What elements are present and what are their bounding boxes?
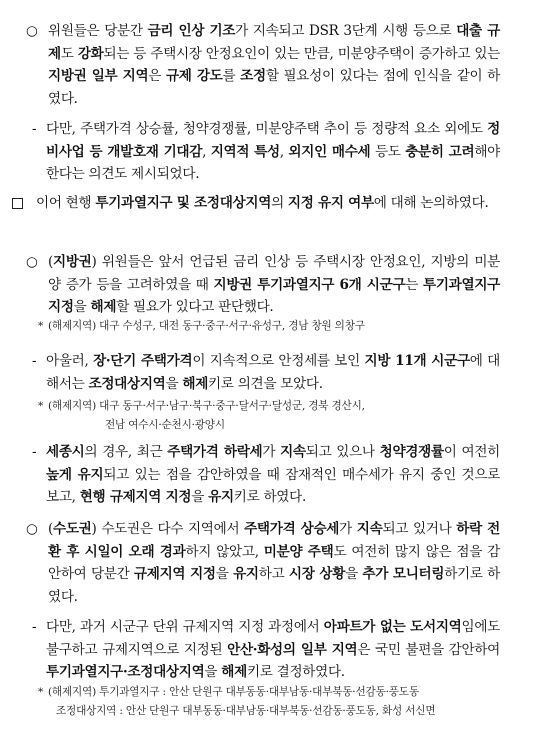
- emphasis-text: 투기과열지구 및 조정대상지역: [95, 195, 272, 211]
- text-run: 에 대해 논의하였다.: [373, 195, 489, 211]
- text-run: 아울러,: [46, 353, 94, 369]
- text-run: 키로 결정하였다.: [246, 664, 345, 680]
- note-line: (해제지역) 투기과열지구 : 안산 단원구 대부동동·대부남동·대부북동·선감동·풍도동: [48, 686, 419, 698]
- emphasis-text: 하락 전환 후 시일이 오래 경과: [48, 521, 500, 560]
- text-run: 해야 한다는 의견도 제시되었다.: [46, 143, 500, 182]
- text-run: (: [48, 521, 54, 537]
- text-run: 할 필요성이 있다는 점에 인식을 같이 하였다.: [48, 68, 501, 107]
- text-run: 은: [148, 68, 166, 84]
- dash-bullet: -: [32, 353, 37, 369]
- emphasis-text: 대출 규제: [48, 23, 500, 62]
- paragraph-text: [46, 118, 500, 186]
- emphasis-text: 청약경쟁률: [379, 444, 444, 460]
- emphasis-text: 세종시: [46, 444, 85, 460]
- emphasis-text: 높게 유지: [46, 466, 104, 483]
- text-run: 이어 현행: [36, 195, 96, 211]
- emphasis-text: 유지: [233, 566, 259, 582]
- paragraph-text: [46, 616, 500, 684]
- dash-bullet: -: [32, 444, 37, 460]
- text-run: 다만, 주택가격 상승률, 청약경쟁률, 미분양주택 추이 등 정량적 요소 외에도: [46, 121, 488, 137]
- text-run: 을: [204, 664, 222, 680]
- emphasis-text: 외지인 매수세: [288, 143, 371, 160]
- paragraph-designation-review: [12, 192, 500, 217]
- text-run: 이 지속적으로 안정세를 보인: [192, 353, 365, 369]
- note-line: 전남 여수시·순천시·광양시: [105, 419, 225, 431]
- paragraph-text: [48, 251, 500, 319]
- text-run: 도 여전히 많지 않은 점을 감안하여 당분간: [48, 543, 500, 582]
- emphasis-text: 주택가격 하락세: [167, 444, 263, 460]
- paragraph-text: [36, 192, 500, 215]
- text-run: 을: [345, 566, 363, 582]
- emphasis-text: 해제: [182, 375, 209, 392]
- emphasis-text: 장·단기 주택가격: [93, 353, 193, 369]
- emphasis-text: 규제지역 지정: [133, 566, 216, 582]
- emphasis-text: 규제 강도: [165, 68, 223, 84]
- emphasis-text: 지속: [280, 444, 306, 460]
- paragraph-sejong: [32, 441, 500, 509]
- paragraph-text: [48, 20, 500, 110]
- emphasis-text: 해제: [90, 299, 117, 315]
- paragraph-regional: [26, 251, 500, 319]
- emphasis-text: 지방권 투기과열지구 6개 시군구: [213, 276, 406, 293]
- text-run: 등도: [370, 143, 406, 160]
- emphasis-text: 현행 규제지역 지정: [79, 489, 192, 505]
- text-run: ) 위원들은 앞서 언급된 금리 인상 등 주택시장 안정요인, 지방의 미분양 증가 등을 고려하였을 때: [48, 254, 500, 293]
- note-text: [48, 683, 500, 721]
- text-run: 에 대해서는: [46, 353, 501, 392]
- text-run: 을: [191, 489, 209, 505]
- text-run: 가 지속되고 DSR 3단계 시행 등으로: [235, 23, 457, 39]
- paragraph-adjustment-areas: [32, 350, 500, 395]
- circle-bullet: ○: [26, 254, 38, 270]
- text-run: ,: [202, 143, 211, 160]
- emphasis-text: 강화: [77, 45, 104, 62]
- note-line: (해제지역) 대구 수성구, 대전 동구·중구·서구·유성구, 경남 창원 의창구: [48, 320, 365, 332]
- text-run: 되고 있거나: [382, 521, 457, 537]
- note-asterisk: *: [38, 400, 44, 412]
- text-run: 을: [73, 299, 91, 315]
- paragraph-qualitative-factors: [32, 118, 500, 186]
- note-release-areas-3: [38, 683, 500, 721]
- text-run: 를: [222, 68, 241, 84]
- checkbox-square-icon: [12, 198, 23, 209]
- note-release-areas-2: [38, 397, 500, 435]
- text-run: 다만, 과거 시군구 단위 규제지역 지정 과정에서: [46, 619, 324, 635]
- text-run: 되고 있으나: [305, 444, 380, 460]
- emphasis-text: 투기과열지구·조정대상지역: [46, 664, 205, 680]
- emphasis-text: 지속: [356, 521, 383, 537]
- text-run: 위원들은 당분간: [48, 23, 148, 39]
- note-text: [48, 317, 500, 336]
- text-run: 을: [165, 375, 183, 392]
- circle-bullet: ○: [26, 521, 38, 537]
- note-line: (해제지역) 대구 동구·서구·남구·북구·중구·달서구·달성군, 경북 경산시,: [48, 400, 365, 412]
- text-run: 하지 않았고,: [185, 543, 264, 560]
- text-run: 은 국민 불편을 감안하여: [357, 641, 500, 658]
- text-run: 을: [215, 566, 234, 582]
- emphasis-text: 수도권: [53, 521, 92, 537]
- text-run: 하고: [258, 566, 289, 582]
- paragraph-capital-area: [26, 518, 500, 608]
- text-run: 가: [339, 521, 357, 537]
- paragraph-text: [48, 518, 500, 608]
- note-release-areas-1: [38, 317, 500, 336]
- note-asterisk: *: [38, 320, 44, 332]
- text-run: 키로 하였다.: [233, 489, 306, 505]
- dash-bullet: -: [32, 619, 37, 635]
- text-run: 키로 의견을 모았다.: [208, 375, 323, 392]
- text-run: 의 경우, 최근: [84, 444, 168, 460]
- text-run: ) 수도권은 다수 지역에서: [91, 521, 245, 537]
- text-run: (: [48, 254, 54, 270]
- note-text: [48, 397, 500, 435]
- emphasis-text: 지방 11개 시군구: [364, 353, 470, 369]
- emphasis-text: 해제: [221, 664, 247, 680]
- text-run: 임에도 불구하고 규제지역으로 지정된: [46, 619, 500, 658]
- dash-bullet: -: [32, 121, 37, 137]
- note-asterisk: *: [38, 686, 44, 698]
- emphasis-text: 지역적 특성: [210, 143, 280, 160]
- text-run: 할 필요가 있다고 판단했다.: [116, 299, 274, 315]
- paragraph-text: [46, 350, 500, 395]
- emphasis-text: 충분히 고려: [405, 143, 475, 160]
- text-run: 도: [60, 45, 78, 62]
- emphasis-text: 조정: [240, 68, 266, 84]
- emphasis-text: 지방권: [53, 254, 92, 270]
- paragraph-rate-hike: [26, 20, 500, 110]
- text-run: 가: [262, 444, 281, 460]
- emphasis-text: 시장 상황: [288, 566, 346, 582]
- emphasis-text: 추가 모니터링: [362, 566, 445, 582]
- emphasis-text: 아파트가 없는 도서지역: [323, 619, 462, 635]
- note-line: 조정대상지역 : 안산 단원구 대부동동·대부남동·대부북동·선감동·풍도동, 화성 서신면: [56, 705, 436, 717]
- emphasis-text: 유지: [208, 489, 234, 505]
- circle-bullet: ○: [26, 23, 38, 39]
- emphasis-text: 안산·화성의 일부 지역: [227, 641, 358, 658]
- text-run: 되는 등 주택시장 안정요인이 있는 만큼, 미분양주택이 증가하고 있는: [103, 45, 500, 62]
- emphasis-text: 주택가격 상승세: [244, 521, 340, 537]
- text-run: 의: [271, 195, 288, 211]
- paragraph-island-areas: [32, 616, 500, 684]
- text-run: 되고 있는 점을 감안하였을 때 잠재적인 매수세가 유지 중인 것으로 보고,: [46, 466, 501, 505]
- text-run: ,: [279, 143, 289, 160]
- emphasis-text: 지정 유지 여부: [287, 195, 374, 211]
- paragraph-text: [46, 441, 500, 509]
- emphasis-text: 금리 인상 기조: [147, 23, 236, 39]
- emphasis-text: 지방권 일부 지역: [48, 68, 149, 84]
- emphasis-text: 정비사업 등 개발호재 기대감: [46, 121, 500, 160]
- text-run: 는: [405, 276, 423, 293]
- emphasis-text: 투기과열지구 지정: [48, 276, 500, 315]
- text-run: 이 여전히: [443, 444, 500, 460]
- text-run: 하기로 하였다.: [48, 566, 501, 605]
- square-bullet: [12, 192, 36, 217]
- emphasis-text: 조정대상지역: [88, 375, 166, 392]
- emphasis-text: 미분양 주택: [263, 543, 334, 560]
